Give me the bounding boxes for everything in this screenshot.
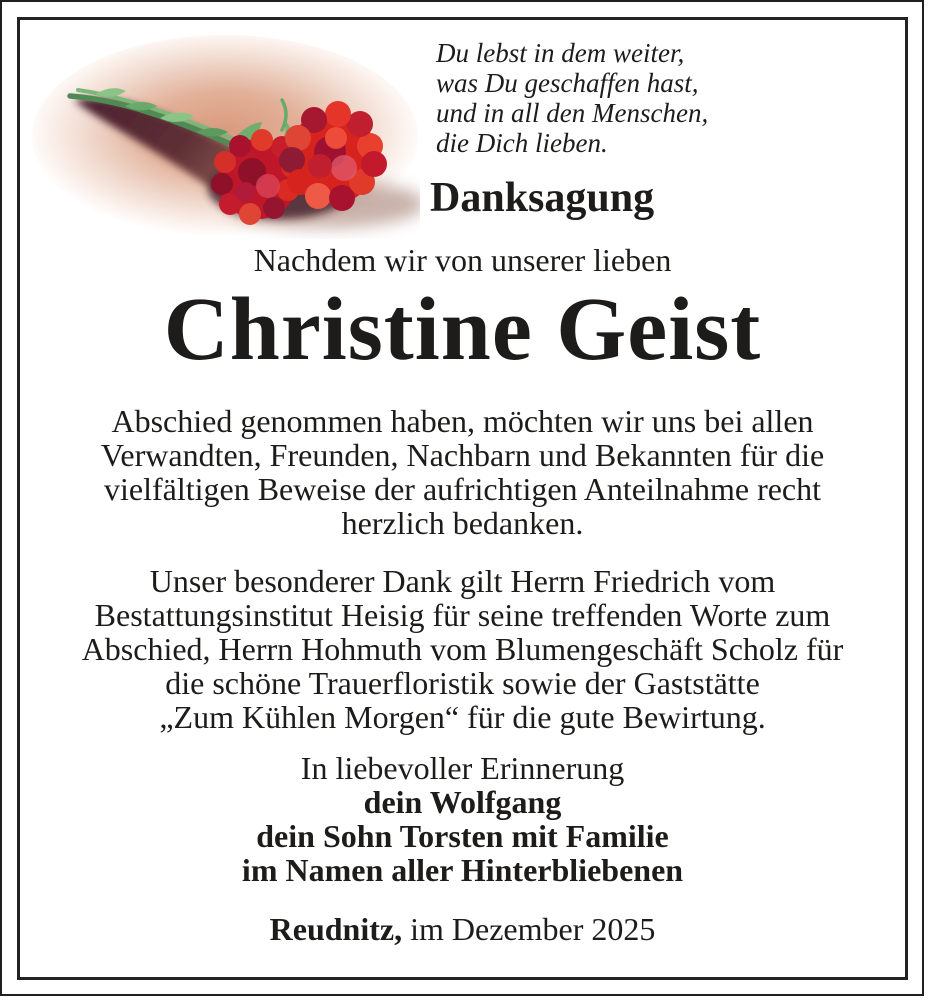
thanks-line: Abschied genommen haben, möchten wir uns bei allen — [111, 403, 814, 439]
mourner-line: im Namen aller Hinterbliebenen — [241, 852, 684, 888]
epigraph-line: und in all den Menschen, — [436, 98, 709, 128]
danksagung-heading: Danksagung — [430, 175, 655, 221]
special-thanks-line: Abschied, Herrn Hohmuth vom Blumengeschäft Scholz für — [81, 631, 844, 667]
special-thanks-line: die schöne Trauerfloristik sowie der Gaststätte — [165, 665, 760, 701]
special-thanks-line: Bestattungsinstitut Heisig für seine treffenden Worte zum — [94, 597, 831, 633]
thanks-paragraph — [20, 404, 905, 540]
thanks-line: vielfältigen Beweise der aufrichtigen Anteilnahme recht — [103, 471, 822, 507]
intro-line: Nachdem wir von unserer lieben — [253, 242, 672, 278]
place-date-line — [20, 912, 905, 946]
epigraph — [436, 38, 708, 158]
place-name: Reudnitz, — [269, 911, 403, 947]
mourner-line: dein Wolfgang — [363, 784, 562, 820]
special-thanks-line: „Zum Kühlen Morgen“ für die gute Bewirtung. — [159, 699, 766, 735]
thanks-line: herzlich bedanken. — [341, 505, 584, 541]
deceased-name: Christine Geist — [163, 280, 762, 379]
thanks-line: Verwandten, Freunden, Nachbarn und Bekannten für die — [100, 437, 825, 473]
epigraph-line: was Du geschaffen hast, — [436, 68, 699, 98]
notice-header — [20, 20, 905, 234]
inner-frame — [17, 17, 908, 980]
special-thanks-paragraph — [20, 564, 905, 734]
epigraph-line: die Dich lieben. — [436, 128, 608, 158]
memorial-notice — [20, 20, 905, 977]
closing-block — [20, 751, 905, 887]
remembrance-line: In liebevoller Erinnerung — [300, 750, 625, 786]
red-carnations-illustration — [30, 34, 420, 239]
date-text: im Dezember 2025 — [402, 911, 656, 947]
epigraph-line: Du lebst in dem weiter, — [436, 38, 685, 68]
special-thanks-line: Unser besonderer Dank gilt Herrn Friedrich vom — [149, 563, 776, 599]
mourner-line: dein Sohn Torsten mit Familie — [256, 818, 669, 854]
